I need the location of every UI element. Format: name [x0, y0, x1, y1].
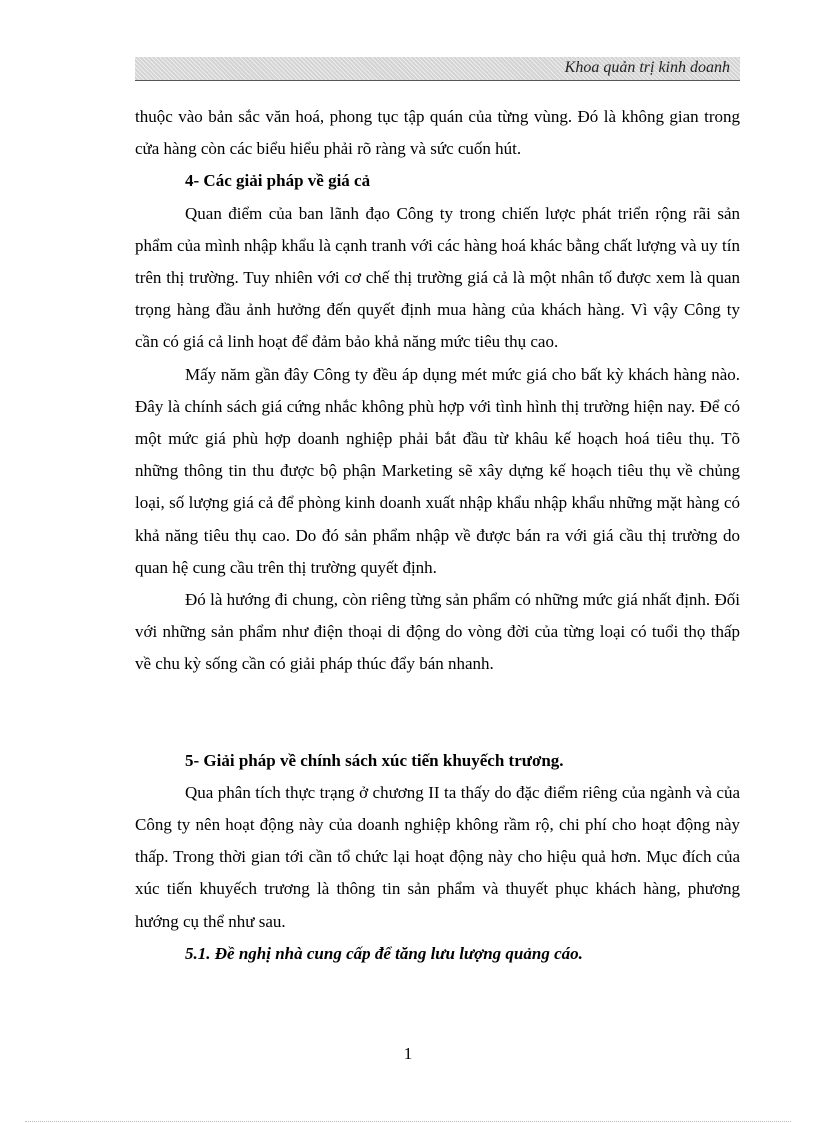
- paragraph: Qua phân tích thực trạng ở chương II ta thấy do đặc điểm riêng của ngành và của Công ty nên hoạt động này của doanh nghiệp không rầm rộ, chi phí cho hoạt động này thấp. Trong thời gian tới cần tổ chức lại hoạt động này cho hiệu quả hơn. Mục đích của xúc tiến khuyếch trương là thông tin sản phẩm và thuyết phục khách hàng, phương hướng cụ thể như sau.: [135, 782, 740, 931]
- paragraph: thuộc vào bản sắc văn hoá, phong tục tập quán của từng vùng. Đó là không gian trong cửa hàng còn các biểu hiểu phải rõ ràng và sức cuốn hút.: [135, 107, 740, 159]
- paragraph: Mấy năm gần đây Công ty đều áp dụng mét mức giá cho bất kỳ khách hàng nào. Đây là chính sách giá cứng nhắc không phù hợp với tình hình thị trường hiện nay. Để có một mức giá phù hợp doanh nghiệp phải bắt đầu từ khâu kế hoạch hoá tiêu thụ. Tõ những thông tin thu được bộ phận Marketing sẽ xây dựng kế hoạch tiêu thụ về chủng loại, số lượng giá cả để phòng kinh doanh xuất nhập khẩu nhập khẩu những mặt hàng có khả năng tiêu thụ cao. Do đó sản phẩm nhập về được bán ra với giá cầu thị trường do quan hệ cung cầu trên thị trường quyết định.: [135, 364, 740, 577]
- document-body: [135, 101, 740, 970]
- subsection-heading: 5.1. Đề nghị nhà cung cấp để tăng lưu lượng quảng cáo.: [185, 943, 583, 963]
- page-bottom-divider: [25, 1121, 791, 1122]
- header-faculty-name: Khoa quản trị kinh doanh: [564, 59, 730, 76]
- spacer: [135, 681, 740, 745]
- section-heading: 5- Giải pháp về chính sách xúc tiến khuyếch trương.: [185, 750, 564, 770]
- page-number: 1: [403, 1044, 413, 1063]
- paragraph: Đó là hướng đi chung, còn riêng từng sản phẩm có những mức giá nhất định. Đối với những sản phẩm như điện thoại di động do vòng đời của từng loại có tuổi thọ thấp về chu kỳ sống cần có giải pháp thúc đẩy bán nhanh.: [135, 590, 740, 674]
- page-header: [135, 57, 740, 81]
- paragraph: Quan điểm của ban lãnh đạo Công ty trong chiến lược phát triển rộng rãi sản phẩm của mình nhập khẩu là cạnh tranh với các hàng hoá khác bằng chất lượng và uy tín trên thị trường. Tuy nhiên với cơ chế thị trường giá cả là một nhân tố được xem là quan trọng hàng đầu ảnh hưởng đến quyết định mua hàng của khách hàng. Vì vậy Công ty cần có giá cả linh hoạt để đảm bảo khả năng mức tiêu thụ cao.: [135, 203, 740, 352]
- section-heading: 4- Các giải pháp về giá cả: [185, 171, 371, 191]
